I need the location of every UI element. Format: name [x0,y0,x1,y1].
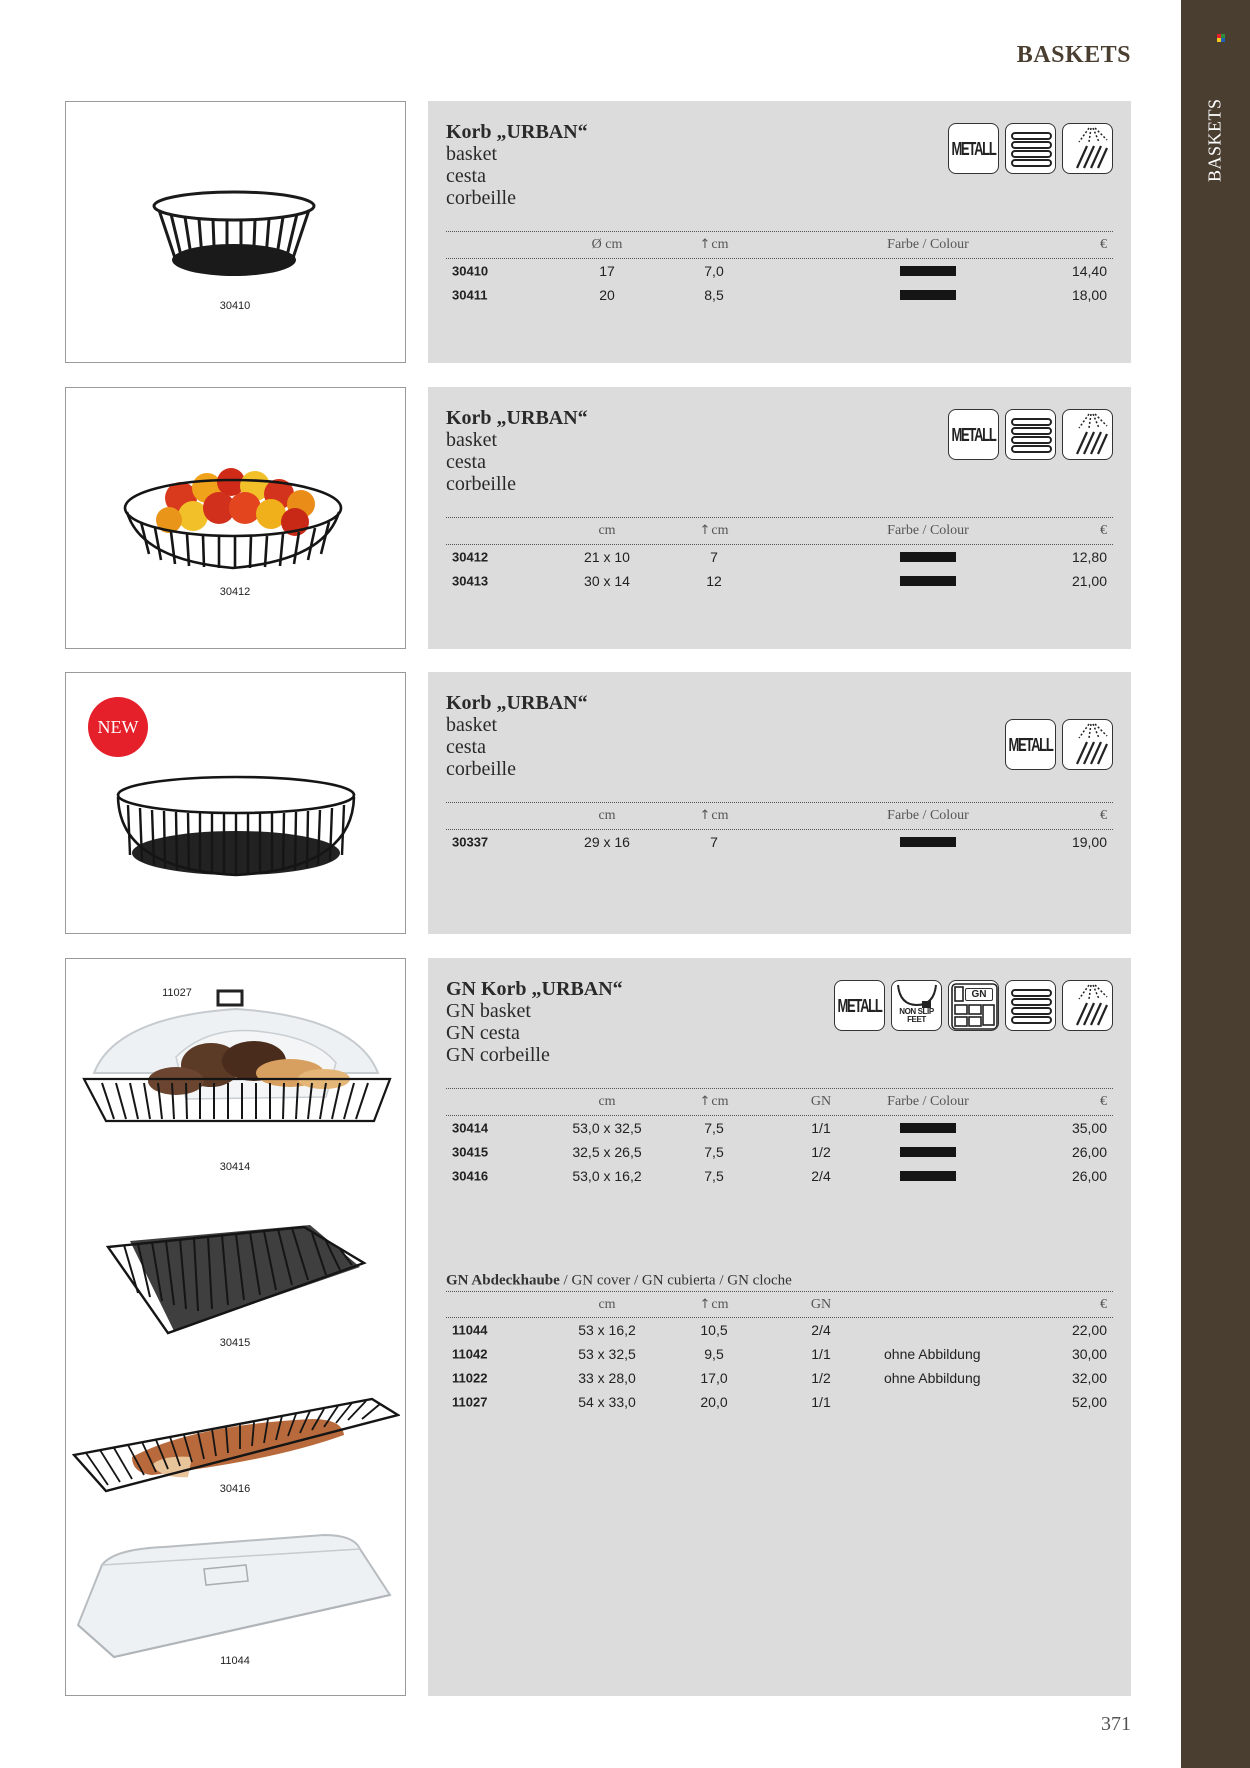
dishwasher-icon [1062,980,1113,1031]
height-header: ↑cm [699,237,729,252]
gn-long-basket-bread-image [72,1395,400,1495]
product-name: Korb „URBAN“ [446,407,588,429]
feature-icons [834,980,1113,1031]
table-header [446,802,1113,830]
product-title [446,121,588,209]
side-section-label: BASKETS [1204,98,1225,182]
product-name-en: basket [446,714,498,736]
product-name-es: cesta [446,736,486,758]
product-name-es: GN cesta [446,1022,520,1044]
product-title [446,978,623,1066]
product-info-box [428,958,1131,1696]
color-dots-icon [1217,34,1227,44]
feature-icons [948,123,1113,174]
gn-header: GN [810,1296,832,1312]
price-header: € [1100,808,1107,823]
height-arrow-icon: ↑ [699,237,711,252]
table-row: 30410 17 7,0 14,40 [452,263,1107,279]
table-header [446,1088,1113,1116]
gn-cover-image [74,1529,400,1659]
stackable-icon [1005,980,1056,1031]
product-photo-box [65,101,406,363]
price-header: € [1100,237,1107,252]
colour-header: Farbe / Colour [887,523,969,538]
metall-icon: METALL [948,409,999,460]
product-name: Korb „URBAN“ [446,121,588,143]
table-row: 30415 32,5 x 26,5 7,5 1/2 26,00 [452,1144,1107,1160]
table-row: 30411 20 8,5 18,00 [452,287,1107,303]
product-name-es: cesta [446,165,486,187]
stackable-icon [1005,409,1056,460]
product-table [446,802,1113,854]
product-info-box [428,101,1131,363]
feature-icons [948,409,1113,460]
table-row: 11027 54 x 33,0 20,0 1/1 52,00 [452,1394,1107,1410]
height-header: ↑cm [699,1296,729,1312]
dishwasher-icon [1062,123,1113,174]
colour-header: Farbe / Colour [887,237,969,252]
side-strip [1181,0,1250,1768]
product-photo-box [65,387,406,649]
gn-header: GN [810,1094,832,1109]
cover-title-bold: GN Abdeckhaube [446,1272,560,1288]
table-row: 30337 29 x 16 7 19,00 [452,834,1107,850]
product-name-en: basket [446,143,498,165]
colour-swatch [900,834,956,850]
table-row: 30412 21 x 10 7 12,80 [452,549,1107,565]
height-header: ↑cm [699,1094,729,1109]
metall-icon: METALL [1005,719,1056,770]
page-title: BASKETS [1016,42,1131,68]
dishwasher-icon [1062,409,1113,460]
gn-icon: GN [948,980,999,1031]
size-header: cm [598,523,616,538]
image-code-label: 30412 [219,586,251,598]
height-arrow-icon: ↑ [699,1296,711,1312]
table-row: 30414 53,0 x 32,5 7,5 1/1 35,00 [452,1120,1107,1136]
gn-half-basket-image [104,1223,368,1335]
product-table [446,1088,1113,1188]
height-arrow-icon: ↑ [699,1094,711,1109]
table-row: 30413 30 x 14 12 21,00 [452,573,1107,589]
product-name: GN Korb „URBAN“ [446,978,623,1000]
product-name-fr: corbeille [446,473,516,495]
table-row: 11044 53 x 16,2 10,5 2/4 22,00 [452,1322,1107,1338]
colour-header: Farbe / Colour [887,808,969,823]
new-badge: NEW [88,697,148,757]
image-code-label: 30414 [219,1161,251,1173]
colour-swatch [900,1120,956,1136]
table-row: 11022 33 x 28,0 17,0 1/2 ohne Abbildung 32,00 [452,1370,1107,1386]
image-code-label: 30410 [219,300,251,312]
product-title [446,692,588,780]
price-header: € [1100,1094,1107,1109]
product-table [446,517,1113,593]
diameter-header: Ø cm [591,237,623,252]
height-header: ↑cm [699,523,729,538]
product-title [446,407,588,495]
product-name-en: basket [446,429,498,451]
product-table [446,231,1113,307]
colour-swatch [900,1144,956,1160]
colour-swatch [900,1168,956,1184]
feature-icons [1005,719,1113,770]
stackable-icon [1005,123,1056,174]
cover-table [446,1270,1113,1414]
image-code-label: 30415 [219,1337,251,1349]
table-header [446,231,1113,259]
price-header: € [1100,523,1107,538]
oval-basket-tomatoes-image [121,450,345,575]
product-name-en: GN basket [446,1000,531,1022]
image-code-label: 11027 [162,987,192,999]
dishwasher-icon [1062,719,1113,770]
product-name-fr: GN corbeille [446,1044,550,1066]
metall-icon: METALL [948,123,999,174]
product-name-fr: corbeille [446,187,516,209]
height-arrow-icon: ↑ [699,808,711,823]
colour-swatch [900,287,956,303]
oval-basket-image [114,773,358,883]
size-header: cm [598,1094,616,1109]
size-header: cm [598,1296,616,1312]
gn-basket-with-cover-image [76,987,398,1129]
colour-swatch [900,573,956,589]
table-row: 30416 53,0 x 16,2 7,5 2/4 26,00 [452,1168,1107,1184]
product-name: Korb „URBAN“ [446,692,588,714]
non-slip-feet-icon: NON SLIP FEET [891,980,942,1031]
product-name-fr: corbeille [446,758,516,780]
product-info-box [428,672,1131,934]
cover-title-rest: / GN cover / GN cubierta / GN cloche [559,1272,792,1288]
price-header: € [1100,1296,1107,1312]
height-arrow-icon: ↑ [699,523,711,538]
colour-swatch [900,263,956,279]
image-code-label: 30416 [219,1483,251,1495]
page-number: 371 [1101,1713,1131,1735]
product-photo-box [65,958,406,1696]
round-basket-image [151,190,317,280]
product-name-es: cesta [446,451,486,473]
table-row: 11042 53 x 32,5 9,5 1/1 ohne Abbildung 30,00 [452,1346,1107,1362]
cover-title [446,1270,1113,1292]
metall-icon: METALL [834,980,885,1031]
image-code-label: 11044 [220,1655,250,1667]
table-header [446,517,1113,545]
product-info-box [428,387,1131,649]
colour-header: Farbe / Colour [887,1094,969,1109]
height-header: ↑cm [699,808,729,823]
colour-swatch [900,549,956,565]
size-header: cm [598,808,616,823]
table-header [446,1292,1113,1318]
